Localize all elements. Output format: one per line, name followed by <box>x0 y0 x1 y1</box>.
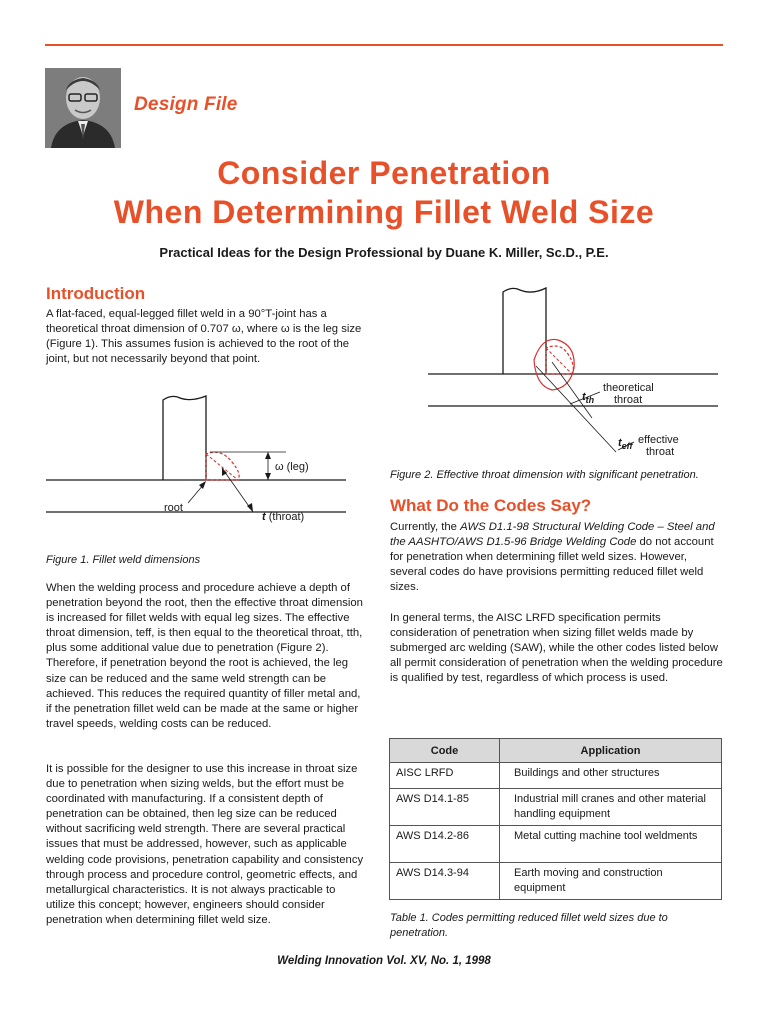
fig2-effective-label-2: throat <box>646 446 675 458</box>
table-cell-application: Buildings and other structures <box>500 763 722 789</box>
page-footer: Welding Innovation Vol. XV, No. 1, 1998 <box>277 955 491 967</box>
table-cell-code: AWS D14.2-86 <box>390 826 500 863</box>
codes-paragraph-1-lead: Currently, the <box>390 521 461 533</box>
table-header-application: Application <box>500 739 722 763</box>
table-cell-application: Industrial mill cranes and other material handling equipment <box>500 789 722 826</box>
intro-paragraph-2: When the welding process and procedure achieve a depth of penetration beyond the root, then the effective throat dimension is increased for fillet welds with equal leg sizes. The effective throat dimension, teff, is then equal to the theoretical throat, tth, plus some additional value due to penetration (Figure 2). Therefore, if penetration beyond the root is achieved, the leg size can be reduced and the same weld strength can be achieved. This reduces the required quantity of filler metal and, if the penetration fillet weld can be made at the same or higher travel speeds, welding costs can be reduced. <box>46 582 363 730</box>
fig2-theoretical-label-2: throat <box>614 394 643 406</box>
article-title-line2: When Determining Fillet Weld Size <box>113 194 655 230</box>
table-cell-code: AISC LRFD <box>390 763 500 789</box>
author-photo <box>45 68 121 148</box>
table-cell-application: Metal cutting machine tool weldments <box>500 826 722 863</box>
fig2-teff-symbol: t <box>618 437 622 449</box>
table-cell-code: AWS D14.1-85 <box>390 789 500 826</box>
codes-heading: What Do the Codes Say? <box>390 496 592 515</box>
intro-paragraph-1: A flat-faced, equal-legged fillet weld in a 90°T-joint has a theoretical throat dimension of 0.707 ω, where ω is the leg size (Figure 1). This assumes fusion is achieved to the root of the joint, but not necessarily beyond that point. <box>46 308 362 366</box>
table-cell-application: Earth moving and construction equipment <box>500 863 722 900</box>
svg-text:tth <box>582 391 595 405</box>
table-row <box>390 789 722 826</box>
codes-paragraph-2: In general terms, the AISC LRFD specification permits consideration of penetration when sizing fillet welds made by submerged arc welding (SAW), while the other codes listed below all permit consideration of penetration when the welding procedure is qualified by test, regardless of which process is used. <box>390 612 723 685</box>
table-1-caption: Table 1. Codes permitting reduced fillet weld sizes due to penetration. <box>390 912 668 939</box>
codes-paragraph-1 <box>390 520 724 595</box>
figure-1-caption: Figure 1. Fillet weld dimensions <box>46 554 201 566</box>
svg-text:teff <box>618 437 634 451</box>
table-row <box>390 826 722 863</box>
table-header-code: Code <box>390 739 500 763</box>
table-cell-code: AWS D14.3-94 <box>390 863 500 900</box>
figure-1 <box>46 390 366 540</box>
fig2-teff-subscript: eff <box>621 441 633 451</box>
top-rule <box>45 44 723 46</box>
table-row <box>390 763 722 789</box>
svg-text:t (throat) <box>262 511 304 523</box>
fig2-tth-symbol: t <box>582 391 586 403</box>
intro-paragraph-3: It is possible for the designer to use this increase in throat size due to penetration when sizing welds, but the effort must be coordinated with manufacturing. If a consistent depth of penetration can be obtained, then leg size can be reduced without sacrificing weld strength. There are several practical issues that must be addressed, however, such as applicable welding code provisions, penetration capability and consistency through process and procedure control, geometric effects, and metallurgical characteristics. It is not always practicable to utilize this concept; however, engineers should consider penetration when determining fillet weld size. <box>46 763 364 926</box>
fig1-leg-label: ω (leg) <box>275 461 309 473</box>
fig2-tth-subscript: th <box>585 395 595 405</box>
fig1-throat-label: (throat) <box>265 511 305 523</box>
design-file-kicker: Design File <box>134 94 238 115</box>
fig1-throat-symbol: t <box>262 511 266 523</box>
codes-table <box>389 738 722 900</box>
introduction-heading: Introduction <box>46 284 146 303</box>
table-row <box>390 863 722 900</box>
fig1-root-label: root <box>164 502 183 514</box>
figure-2 <box>428 280 728 460</box>
fig2-theoretical-label-1: theoretical <box>603 382 654 394</box>
byline: Practical Ideas for the Design Professional by Duane K. Miller, Sc.D., P.E. <box>159 245 609 260</box>
fig2-effective-label-1: effective <box>638 434 679 446</box>
codes-paragraph-1-code-names: AWS D1.1-98 Structural Welding Code – Steel and the AASHTO/AWS D1.5-96 Bridge Welding Code <box>390 521 715 549</box>
codes-paragraph-1-tail: do not account for penetration when determining fillet weld sizes. However, several codes do have provisions permitting reduced fillet weld sizes. <box>390 536 714 594</box>
article-title-line1: Consider Penetration <box>217 155 551 191</box>
figure-2-caption: Figure 2. Effective throat dimension with significant penetration. <box>390 469 699 481</box>
